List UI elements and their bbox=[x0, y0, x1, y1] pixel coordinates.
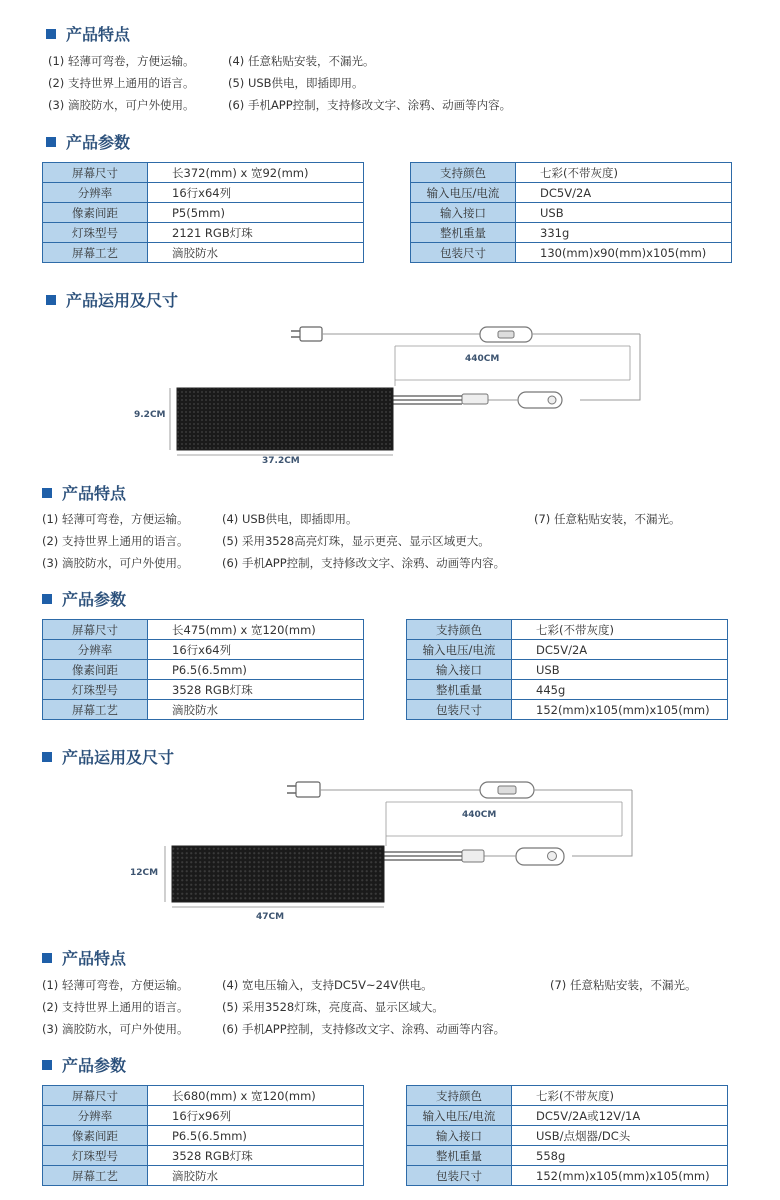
remote-controller-icon bbox=[518, 392, 562, 408]
spec-key: 屏幕尺寸 bbox=[43, 1086, 148, 1106]
spec-value: 长372(mm) x 宽92(mm) bbox=[148, 163, 364, 183]
remote-controller-icon bbox=[516, 848, 564, 865]
spec-value: 3528 RGB灯珠 bbox=[148, 1146, 364, 1166]
spec-value: 滴胶防水 bbox=[148, 243, 364, 263]
led-panel bbox=[172, 846, 384, 902]
feature-3-7: (7) 任意粘贴安装，不漏光。 bbox=[550, 978, 697, 992]
spec-key: 输入电压/电流 bbox=[407, 1106, 512, 1126]
spec-key: 输入接口 bbox=[407, 660, 512, 680]
spec-key: 整机重量 bbox=[407, 1146, 512, 1166]
heading-square-icon bbox=[46, 137, 56, 147]
features-heading-1: 产品特点 bbox=[46, 22, 130, 45]
spec-value: 130(mm)x90(mm)x105(mm) bbox=[516, 243, 732, 263]
usb-plug-icon bbox=[287, 782, 320, 797]
spec-key: 包装尺寸 bbox=[407, 700, 512, 720]
heading-square-icon bbox=[42, 1060, 52, 1070]
spec-key: 支持颜色 bbox=[407, 1086, 512, 1106]
led-panel bbox=[177, 388, 393, 450]
spec-value: 2121 RGB灯珠 bbox=[148, 223, 364, 243]
power-switch-icon bbox=[480, 782, 534, 798]
spec-value: 16行x64列 bbox=[148, 183, 364, 203]
features-heading-2: 产品特点 bbox=[42, 481, 126, 504]
feature-3-5: (5) 采用3528灯珠，亮度高、显示区域大。 bbox=[222, 1000, 444, 1014]
product-diagram-2 bbox=[0, 770, 780, 930]
spec-table-right-1 bbox=[410, 162, 732, 263]
spec-key: 分辨率 bbox=[43, 183, 148, 203]
spec-table-left-2 bbox=[42, 619, 364, 720]
spec-value: 16行x64列 bbox=[148, 640, 364, 660]
heading-square-icon bbox=[42, 594, 52, 604]
spec-key: 灯珠型号 bbox=[43, 223, 148, 243]
feature-2-2: (2) 支持世界上通用的语言。 bbox=[42, 534, 189, 548]
spec-value: P5(5mm) bbox=[148, 203, 364, 223]
spec-value: DC5V/2A bbox=[512, 640, 728, 660]
feature-3-1: (1) 轻薄可弯卷，方便运输。 bbox=[42, 978, 189, 992]
spec-table-left-1 bbox=[42, 162, 364, 263]
spec-table-left-3 bbox=[42, 1085, 364, 1186]
feature-1-6: (6) 手机APP控制，支持修改文字、涂鸦、动画等内容。 bbox=[228, 98, 512, 112]
spec-key: 包装尺寸 bbox=[407, 1166, 512, 1186]
spec-value: P6.5(6.5mm) bbox=[148, 1126, 364, 1146]
spec-table-right-3 bbox=[406, 1085, 728, 1186]
cable-length-label: 440CM bbox=[462, 810, 497, 820]
feature-2-5: (5) 采用3528高亮灯珠，显示更亮、显示区域更大。 bbox=[222, 534, 490, 548]
height-label: 9.2CM bbox=[134, 410, 166, 420]
spec-value: 331g bbox=[516, 223, 732, 243]
feature-3-6: (6) 手机APP控制，支持修改文字、涂鸦、动画等内容。 bbox=[222, 1022, 506, 1036]
spec-key: 屏幕工艺 bbox=[43, 700, 148, 720]
spec-value: 16行x96列 bbox=[148, 1106, 364, 1126]
heading-square-icon bbox=[42, 953, 52, 963]
spec-key: 输入电压/电流 bbox=[411, 183, 516, 203]
spec-key: 灯珠型号 bbox=[43, 680, 148, 700]
spec-key: 支持颜色 bbox=[411, 163, 516, 183]
usage-heading-1: 产品运用及尺寸 bbox=[46, 288, 178, 311]
feature-1-3: (3) 滴胶防水，可户外使用。 bbox=[48, 98, 195, 112]
usb-plug-icon bbox=[291, 327, 322, 341]
spec-value: 558g bbox=[512, 1146, 728, 1166]
feature-2-4: (4) USB供电，即插即用。 bbox=[222, 512, 358, 526]
heading-square-icon bbox=[46, 295, 56, 305]
spec-key: 整机重量 bbox=[407, 680, 512, 700]
feature-3-4: (4) 宽电压输入，支持DC5V~24V供电。 bbox=[222, 978, 433, 992]
feature-3-2: (2) 支持世界上通用的语言。 bbox=[42, 1000, 189, 1014]
cable-loop bbox=[580, 334, 640, 400]
spec-key: 支持颜色 bbox=[407, 620, 512, 640]
feature-1-2: (2) 支持世界上通用的语言。 bbox=[48, 76, 195, 90]
spec-value: 3528 RGB灯珠 bbox=[148, 680, 364, 700]
spec-value: 七彩(不带灰度) bbox=[512, 1086, 728, 1106]
connector-icon bbox=[462, 394, 488, 404]
feature-2-3: (3) 滴胶防水，可户外使用。 bbox=[42, 556, 189, 570]
feature-1-4: (4) 任意粘贴安装，不漏光。 bbox=[228, 54, 375, 68]
spec-key: 输入电压/电流 bbox=[407, 640, 512, 660]
spec-key: 像素间距 bbox=[43, 660, 148, 680]
spec-key: 分辨率 bbox=[43, 640, 148, 660]
spec-value: USB bbox=[512, 660, 728, 680]
feature-3-3: (3) 滴胶防水，可户外使用。 bbox=[42, 1022, 189, 1036]
spec-value: USB bbox=[516, 203, 732, 223]
spec-key: 屏幕尺寸 bbox=[43, 163, 148, 183]
width-label: 47CM bbox=[256, 912, 285, 922]
heading-square-icon bbox=[46, 29, 56, 39]
features-heading-3: 产品特点 bbox=[42, 946, 126, 969]
connector-icon bbox=[462, 850, 484, 862]
spec-key: 包装尺寸 bbox=[411, 243, 516, 263]
params-heading-2: 产品参数 bbox=[42, 587, 126, 610]
spec-value: P6.5(6.5mm) bbox=[148, 660, 364, 680]
spec-key: 输入接口 bbox=[407, 1126, 512, 1146]
product-diagram-1 bbox=[0, 310, 780, 470]
spec-key: 屏幕工艺 bbox=[43, 1166, 148, 1186]
spec-value: 滴胶防水 bbox=[148, 1166, 364, 1186]
usage-heading-2: 产品运用及尺寸 bbox=[42, 745, 174, 768]
width-label: 37.2CM bbox=[262, 456, 300, 466]
spec-value: 七彩(不带灰度) bbox=[516, 163, 732, 183]
spec-key: 整机重量 bbox=[411, 223, 516, 243]
power-switch-icon bbox=[480, 327, 532, 342]
cable-length-label: 440CM bbox=[465, 354, 500, 364]
spec-value: DC5V/2A或12V/1A bbox=[512, 1106, 728, 1126]
spec-key: 屏幕尺寸 bbox=[43, 620, 148, 640]
spec-value: 七彩(不带灰度) bbox=[512, 620, 728, 640]
spec-key: 分辨率 bbox=[43, 1106, 148, 1126]
feature-2-1: (1) 轻薄可弯卷，方便运输。 bbox=[42, 512, 189, 526]
feature-1-5: (5) USB供电，即插即用。 bbox=[228, 76, 364, 90]
params-heading-1: 产品参数 bbox=[46, 130, 130, 153]
spec-key: 灯珠型号 bbox=[43, 1146, 148, 1166]
spec-table-right-2 bbox=[406, 619, 728, 720]
heading-square-icon bbox=[42, 752, 52, 762]
spec-value: 152(mm)x105(mm)x105(mm) bbox=[512, 700, 728, 720]
spec-value: 445g bbox=[512, 680, 728, 700]
feature-1-1: (1) 轻薄可弯卷，方便运输。 bbox=[48, 54, 195, 68]
spec-value: USB/点烟器/DC头 bbox=[512, 1126, 728, 1146]
spec-value: 152(mm)x105(mm)x105(mm) bbox=[512, 1166, 728, 1186]
spec-key: 屏幕工艺 bbox=[43, 243, 148, 263]
spec-key: 像素间距 bbox=[43, 1126, 148, 1146]
spec-key: 输入接口 bbox=[411, 203, 516, 223]
height-label: 12CM bbox=[130, 868, 159, 878]
spec-value: 长680(mm) x 宽120(mm) bbox=[148, 1086, 364, 1106]
feature-2-6: (6) 手机APP控制，支持修改文字、涂鸦、动画等内容。 bbox=[222, 556, 506, 570]
feature-2-7: (7) 任意粘贴安装，不漏光。 bbox=[534, 512, 681, 526]
spec-value: 滴胶防水 bbox=[148, 700, 364, 720]
spec-value: 长475(mm) x 宽120(mm) bbox=[148, 620, 364, 640]
heading-square-icon bbox=[42, 488, 52, 498]
params-heading-3: 产品参数 bbox=[42, 1053, 126, 1076]
spec-key: 像素间距 bbox=[43, 203, 148, 223]
spec-value: DC5V/2A bbox=[516, 183, 732, 203]
